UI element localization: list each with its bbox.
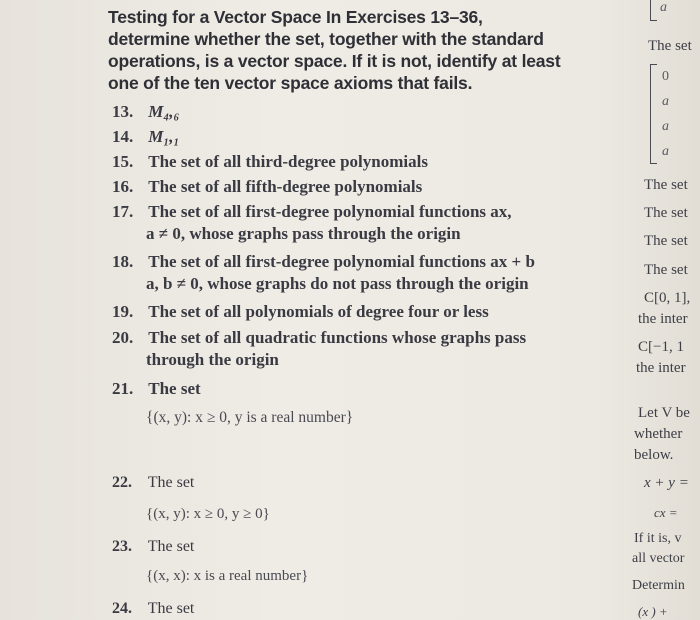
- matrix-bracket: [650, 64, 657, 164]
- exercise-17: [112, 201, 512, 222]
- vector-entry: a: [660, 0, 667, 15]
- exercise-text: The set: [147, 474, 195, 491]
- matrix-bracket: [650, 0, 657, 21]
- right-text: The set: [648, 38, 692, 54]
- right-text: C[0, 1],: [644, 290, 691, 306]
- right-text: (x ) +: [638, 604, 668, 619]
- exercise-21: [112, 378, 201, 399]
- exercise-number: 19.: [112, 302, 134, 321]
- exercise-text: a ≠ 0, whose graphs pass through the origin: [146, 224, 461, 243]
- exercise-number: 24.: [112, 600, 132, 617]
- heading-line: operations, is a vector space. If it is not, identify at least: [108, 51, 561, 71]
- right-text: C[−1, 1: [638, 339, 684, 355]
- exercise-text: The set: [147, 600, 195, 617]
- right-text: If it is, v: [634, 531, 682, 546]
- exercise-heading: [108, 6, 608, 94]
- vector-entry: 0: [662, 69, 669, 84]
- vector-entry: a: [662, 144, 669, 159]
- right-text: the inter: [638, 311, 688, 327]
- right-text: The set: [644, 233, 688, 249]
- exercise-17-cont: [146, 223, 461, 244]
- set-notation: {(x, y): x ≥ 0, y is a real number}: [146, 409, 354, 426]
- right-text: all vector: [632, 551, 685, 566]
- right-text: The set: [644, 205, 688, 221]
- exercise-19: [112, 301, 489, 322]
- exercise-text: M₄,₆: [148, 102, 180, 121]
- exercise-15: [112, 151, 428, 172]
- exercise-text: a, b ≠ 0, whose graphs do not pass through the origin: [146, 274, 529, 293]
- right-text: whether: [634, 426, 683, 442]
- right-text: The set: [644, 262, 688, 278]
- exercise-text: through the origin: [146, 350, 279, 369]
- exercise-text: The set of all third-degree polynomials: [148, 152, 428, 171]
- exercise-number: 20.: [112, 328, 134, 347]
- exercise-number: 17.: [112, 202, 134, 221]
- right-text: the inter: [636, 360, 686, 376]
- exercise-text: The set of all fifth-degree polynomials: [148, 177, 423, 196]
- right-text: Determin: [632, 578, 685, 593]
- exercise-16: [112, 176, 422, 197]
- exercise-number: 14.: [112, 127, 134, 146]
- right-text: The set: [644, 177, 688, 193]
- right-text: cx =: [654, 505, 678, 520]
- exercise-22: [112, 472, 194, 493]
- exercise-number: 23.: [112, 538, 132, 555]
- exercise-text: The set of all first-degree polynomial functions ax,: [148, 202, 512, 221]
- exercise-18-cont: [146, 273, 529, 294]
- exercise-number: 15.: [112, 152, 134, 171]
- exercise-23: [112, 536, 194, 557]
- exercise-text: M₁,₁: [148, 127, 180, 146]
- exercise-number: 18.: [112, 252, 134, 271]
- exercise-number: 21.: [112, 379, 134, 398]
- exercise-18: [112, 251, 535, 272]
- exercise-text: The set of all quadratic functions whose graphs pass: [148, 328, 527, 347]
- exercise-13: [112, 101, 179, 122]
- exercise-text: The set: [147, 538, 195, 555]
- vector-entry: a: [662, 119, 669, 134]
- exercise-number: 16.: [112, 177, 134, 196]
- heading-line: determine whether the set, together with the standard: [108, 29, 544, 49]
- right-text: x + y =: [644, 475, 689, 491]
- vector-entry: a: [662, 94, 669, 109]
- exercise-20: [112, 327, 526, 348]
- exercise-text: The set: [148, 379, 201, 398]
- heading-line: one of the ten vector space axioms that fails.: [108, 73, 473, 93]
- exercise-text: The set of all polynomials of degree four or less: [148, 302, 489, 321]
- exercise-text: The set of all first-degree polynomial functions ax + b: [148, 252, 535, 271]
- exercise-number: 13.: [112, 102, 134, 121]
- exercise-20-cont: [146, 349, 279, 370]
- right-column-clipped: [612, 0, 700, 620]
- heading-line: Testing for a Vector Space In Exercises 13–36,: [108, 7, 483, 27]
- set-notation: {(x, y): x ≥ 0, y ≥ 0}: [146, 506, 270, 522]
- right-text: Let V be: [638, 405, 690, 421]
- exercise-24: [112, 598, 194, 619]
- exercise-number: 22.: [112, 474, 132, 491]
- exercise-14: [112, 126, 179, 147]
- set-notation: {(x, x): x is a real number}: [146, 568, 309, 584]
- right-text: below.: [634, 447, 674, 463]
